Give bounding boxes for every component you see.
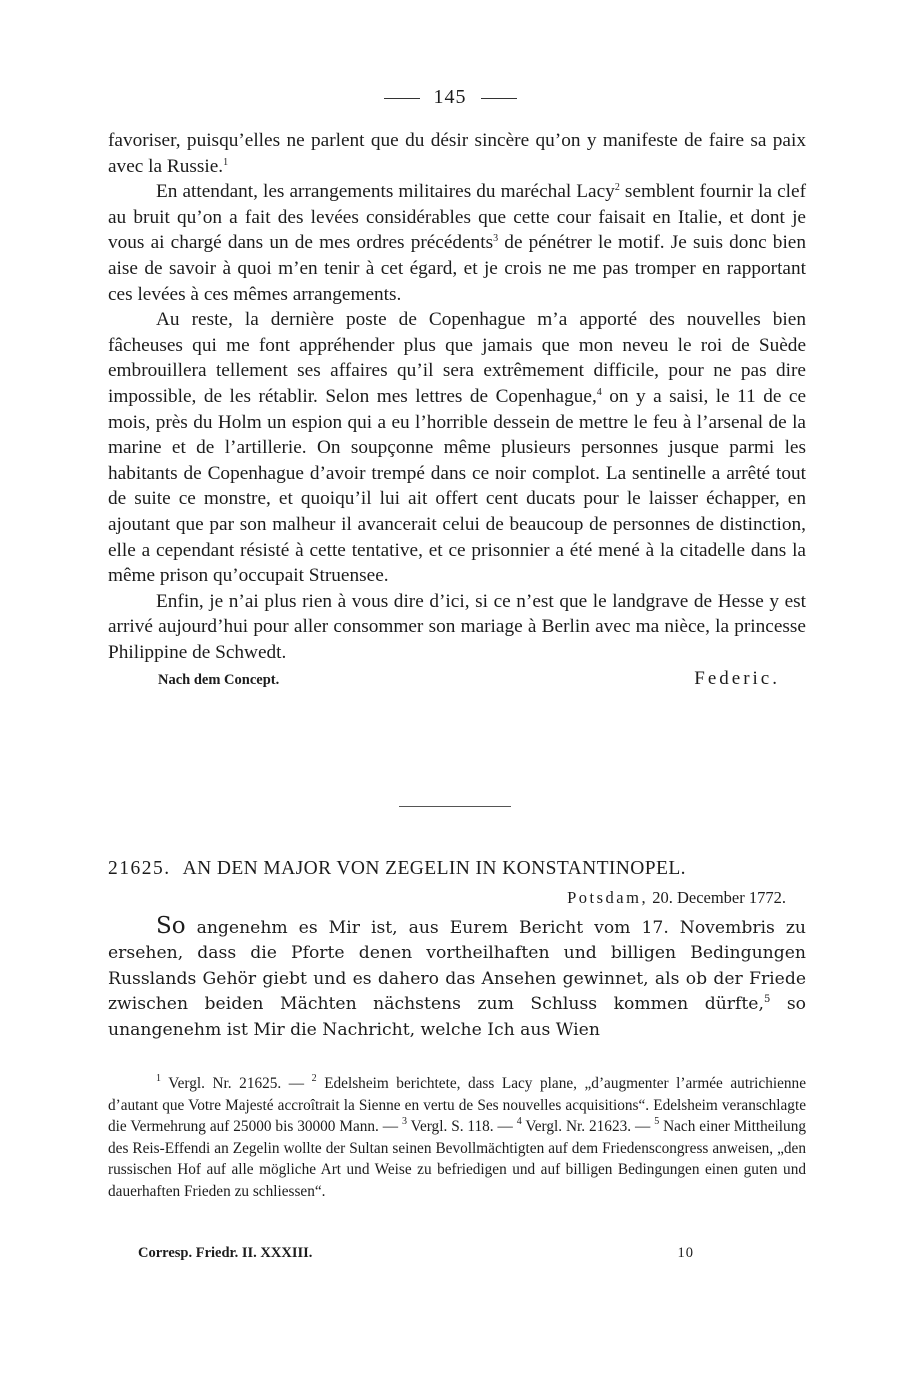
footnote-ref: 3 <box>493 233 499 245</box>
page-footer <box>138 1245 694 1262</box>
letter-date: 20. December 1772. <box>652 888 786 907</box>
paragraph-text: En attendant, les arrangements militaires du maréchal Lacy <box>156 181 615 203</box>
german-letter-body <box>108 914 806 1043</box>
footnote-block <box>108 1073 806 1202</box>
footnote-mark: 2 <box>311 1073 317 1084</box>
signature: Federic. <box>694 668 780 690</box>
footnote-mark: 3 <box>401 1116 407 1127</box>
footnote-ref: 5 <box>763 994 771 1006</box>
german-paragraph <box>108 914 806 1043</box>
paragraph-text: so unangenehm ist Mir die Nachricht, welche Ich aus Wien <box>108 994 806 1040</box>
footnote-text: Vergl. Nr. 21623. — <box>521 1118 655 1135</box>
section-divider <box>399 806 511 807</box>
footnote-text: Edelsheim berichtete, dass Lacy plane, „d’augmenter l’armée autrichienne d’autant que Votre Majesté accroîtrait la Sienne en vertu de Ses nouvelles acquisitions“. Edelsheim veranschlagte die Vermehrung auf 25000 bis 30000 Mann. — <box>108 1075 806 1135</box>
paragraph-1 <box>108 128 806 179</box>
footnote-text: Vergl. S. 118. — <box>406 1118 517 1135</box>
header-rule-left <box>384 98 420 99</box>
footnote-ref: 4 <box>596 386 602 398</box>
footnote-text: Vergl. Nr. 21625. — <box>161 1075 312 1092</box>
paragraph-text: Enfin, je n’ai plus rien à vous dire d’ici, si ce n’est que le landgrave de Hesse y est arrivé aujourd’hui pour aller consommer son mariage à Berlin avec ma nièce, la princesse Philippine de Schwedt. <box>108 590 806 663</box>
signature-mark: 10 <box>677 1245 694 1261</box>
source-note: Nach dem Concept. <box>158 672 280 689</box>
header-rule-right <box>481 98 517 99</box>
paragraph-text: on y a saisi, le 11 de ce mois, près du Holm un espion qui a eu l’horrible dessein de mettre le feu à l’arsenal de la marine et de l’artillerie. On soupçonne même plusieurs personnes jusque parmi les habitants de Copenhague d’avoir trempé dans ce noir complot. La sentinelle a arrêté tout de suite ce monstre, et quoiqu’il lui ait offert cent ducats pour le laisser échapper, en ajoutant que par son malheur il avancerait celui de beaucoup de personnes de distinction, elle a cependant résisté à cette tentative, et ce prisonnier a été mené à la citadelle dans la même prison qu’occupait Struensee. <box>108 385 806 587</box>
letter-title: AN DEN MAJOR VON ZEGELIN IN KONSTANTINOPEL. <box>182 858 686 879</box>
dateline <box>108 888 786 908</box>
paragraph-3 <box>108 307 806 589</box>
footnote-mark: 4 <box>516 1116 522 1127</box>
footnote-ref: 1 <box>223 156 229 168</box>
footnotes <box>108 1073 806 1202</box>
lead-letters: So <box>156 913 186 939</box>
paragraph-text: favoriser, puisqu’elles ne parlent que du désir sincère qu’on y manifeste de faire sa paix avec la Russie. <box>108 130 806 177</box>
french-letter-body <box>108 128 806 694</box>
page-header <box>0 86 900 109</box>
paragraph-text: semblent fournir la clef au bruit qu’on a fait des levées considérables que cette cour faisait en Italie, et dont je vous ai chargé dans un de mes ordres précédents <box>108 181 806 254</box>
paragraph-2 <box>108 179 806 307</box>
paragraph-text: de pénétrer le motif. Je suis donc bien aise de savoir à quoi m’en tenir à cet égard, et je crois ne me pas tromper en rapportant ces levées à ces mêmes arrangements. <box>108 232 807 305</box>
page-number: 145 <box>433 86 467 108</box>
footer-source: Corresp. Friedr. II. XXXIII. <box>138 1245 313 1261</box>
footnote-mark: 5 <box>654 1116 660 1127</box>
footnote-mark: 1 <box>156 1073 161 1084</box>
letter-heading <box>108 858 810 880</box>
signature-line <box>108 666 806 694</box>
letter-place: Potsdam, <box>567 888 649 907</box>
paragraph-4 <box>108 589 806 666</box>
paragraph-text: Au reste, la dernière poste de Copenhague m’a apporté des nouvelles bien fâcheuses qui me font appréhender plus que jamais que mon neveu le roi de Suède embrouillera tellement ses affaires qu’il sera extrêmement difficile, pour ne pas dire impossible, de les rétablir. Selon mes lettres de Copenhague, <box>108 309 806 407</box>
paragraph-text: angenehm es Mir ist, aus Eurem Bericht vom 17. Novembris zu ersehen, dass die Pforte denen vortheilhaften und billigen Bedingungen Russlands Gehör giebt und es dahero das Ansehen gewinnet, als ob der Friede zwischen beiden Mächten nächstens zum Schluss kommen dürfte, <box>108 918 806 1015</box>
footnote-ref: 2 <box>614 182 620 194</box>
footnote-text: Nach einer Mittheilung des Reis-Effendi an Zegelin wollte der Sultan seinen Bevollmächtigten auf dem Friedenscongress anweisen, „den russischen Hof auf alle mögliche Art und Weise zu befriedigen und auf billigen Bedingungen einen guten und dauerhaften Frieden zu schliessen“. <box>108 1118 806 1200</box>
letter-number: 21625. <box>108 858 171 879</box>
